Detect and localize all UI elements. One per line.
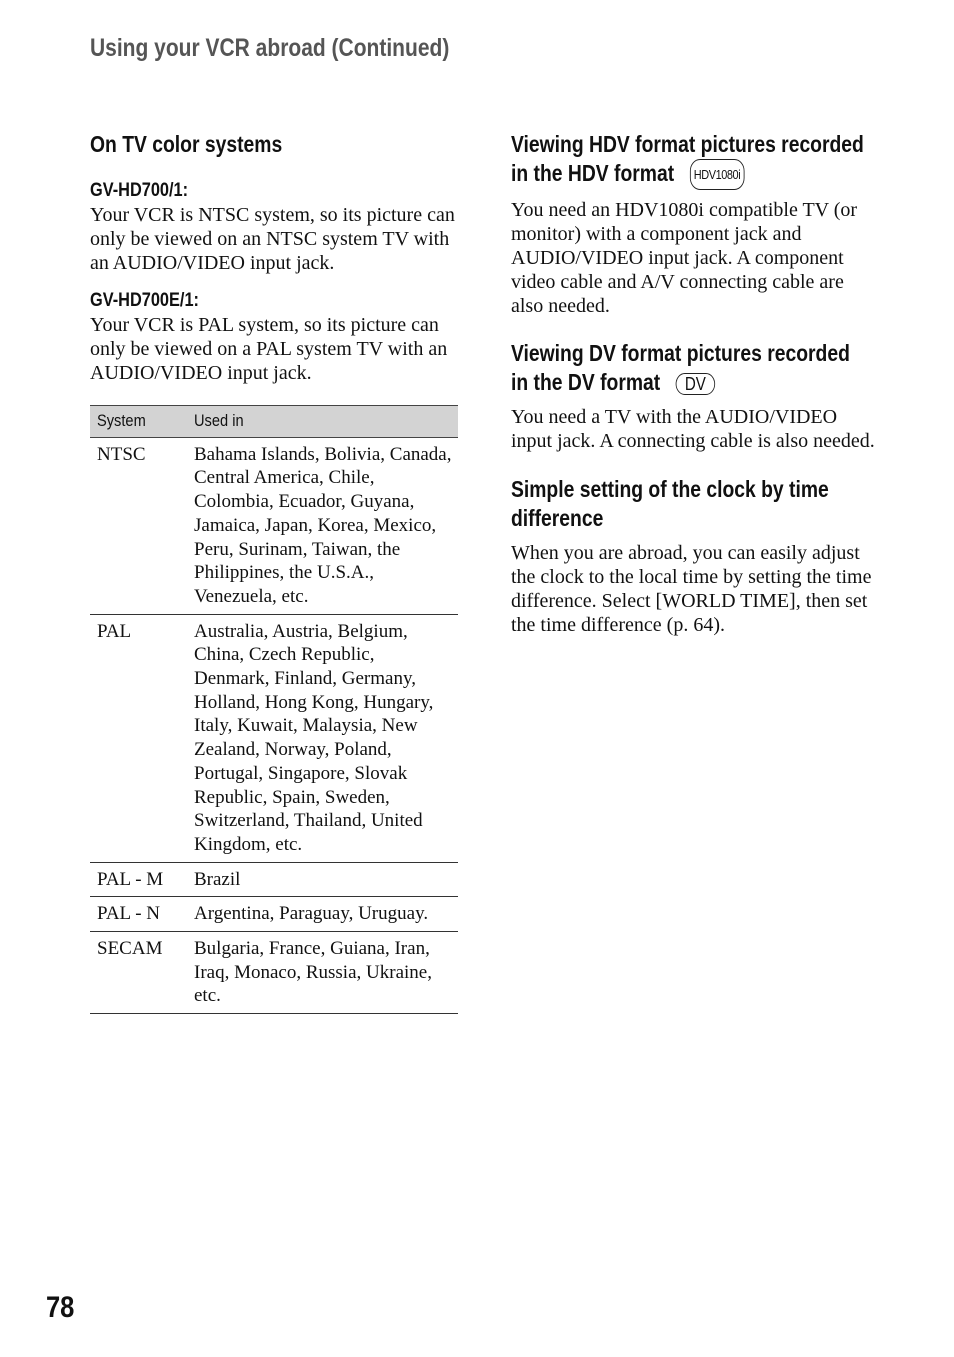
heading-line: in the HDV format HDV1080i: [511, 159, 822, 190]
table-row: [90, 897, 458, 932]
section-heading-tv-color-systems: On TV color systems: [90, 131, 283, 157]
model-label: GV-HD700/1:: [90, 180, 189, 201]
heading-line: difference: [511, 505, 604, 532]
section-heading: [511, 475, 881, 533]
table-row: [90, 862, 458, 897]
column-header-system: System: [90, 406, 187, 438]
heading-line: Viewing HDV format pictures recorded: [511, 131, 864, 157]
used-in-cell: Brazil: [187, 862, 458, 897]
model-label: GV-HD700E/1:: [90, 290, 199, 311]
model-block-pal: [90, 289, 460, 385]
section-clock-setting: [511, 475, 881, 637]
model-block-ntsc: [90, 179, 460, 275]
dv-icon: DV: [676, 373, 715, 395]
section-heading: [511, 130, 881, 190]
used-in-cell: Bulgaria, France, Guiana, Iran, Iraq, Monaco, Russia, Ukraine, etc.: [187, 932, 458, 1014]
system-cell: PAL: [90, 614, 187, 862]
system-cell: SECAM: [90, 932, 187, 1014]
model-description: Your VCR is PAL system, so its picture can only be viewed on a PAL system TV with an AUDIO/VIDEO input jack.: [90, 314, 448, 384]
table-row: [90, 437, 458, 614]
page-header-title: Using your VCR abroad (Continued): [90, 34, 450, 62]
heading-line: Viewing DV format pictures recorded: [511, 340, 850, 367]
hdv1080i-icon: HDV1080i: [690, 159, 745, 190]
used-in-cell: Argentina, Paraguay, Uruguay.: [187, 897, 458, 932]
heading-line: in the DV format DV: [511, 368, 822, 397]
system-cell: PAL - N: [90, 897, 187, 932]
system-cell: NTSC: [90, 437, 187, 614]
model-description: Your VCR is NTSC system, so its picture can only be viewed on an NTSC system TV with an AUDIO/VIDEO input jack.: [90, 204, 455, 274]
section-text: When you are abroad, you can easily adjust the clock to the local time by setting the time difference. Select [WORLD TIME], then set the time difference (p. 64).: [511, 542, 872, 637]
section-heading: [511, 339, 881, 397]
table-row: [90, 932, 458, 1014]
section-text: You need an HDV1080i compatible TV (or monitor) with a component jack and AUDIO/VIDEO input jack. A component video cable and A/V connecting cable are also needed.: [511, 199, 858, 318]
color-systems-table: [90, 405, 458, 1014]
column-header-used-in: Used in: [187, 406, 458, 438]
heading-line: Simple setting of the clock by time: [511, 476, 829, 503]
table-row: [90, 614, 458, 862]
system-cell: PAL - M: [90, 862, 187, 897]
left-column: [90, 130, 460, 1014]
used-in-cell: Australia, Austria, Belgium, China, Czech Republic, Denmark, Finland, Germany, Holland, Hong Kong, Hungary, Italy, Kuwait, Malaysia, New Zealand, Norway, Poland, Portugal, Singapore, Slovak Republic, Spain, Sweden, Switzerland, Thailand, United Kingdom, etc.: [187, 614, 458, 862]
page-number: 78: [46, 1291, 75, 1324]
table-header-row: [90, 406, 458, 438]
right-column: [511, 130, 881, 637]
section-hdv-viewing: [511, 130, 881, 318]
section-text: You need a TV with the AUDIO/VIDEO input jack. A connecting cable is also needed.: [511, 406, 875, 453]
used-in-cell: Bahama Islands, Bolivia, Canada, Central America, Chile, Colombia, Ecuador, Guyana, Jamaica, Japan, Korea, Mexico, Peru, Surinam, Taiwan, the Philippines, the U.S.A., Venezuela, etc.: [187, 437, 458, 614]
section-dv-viewing: [511, 339, 881, 453]
